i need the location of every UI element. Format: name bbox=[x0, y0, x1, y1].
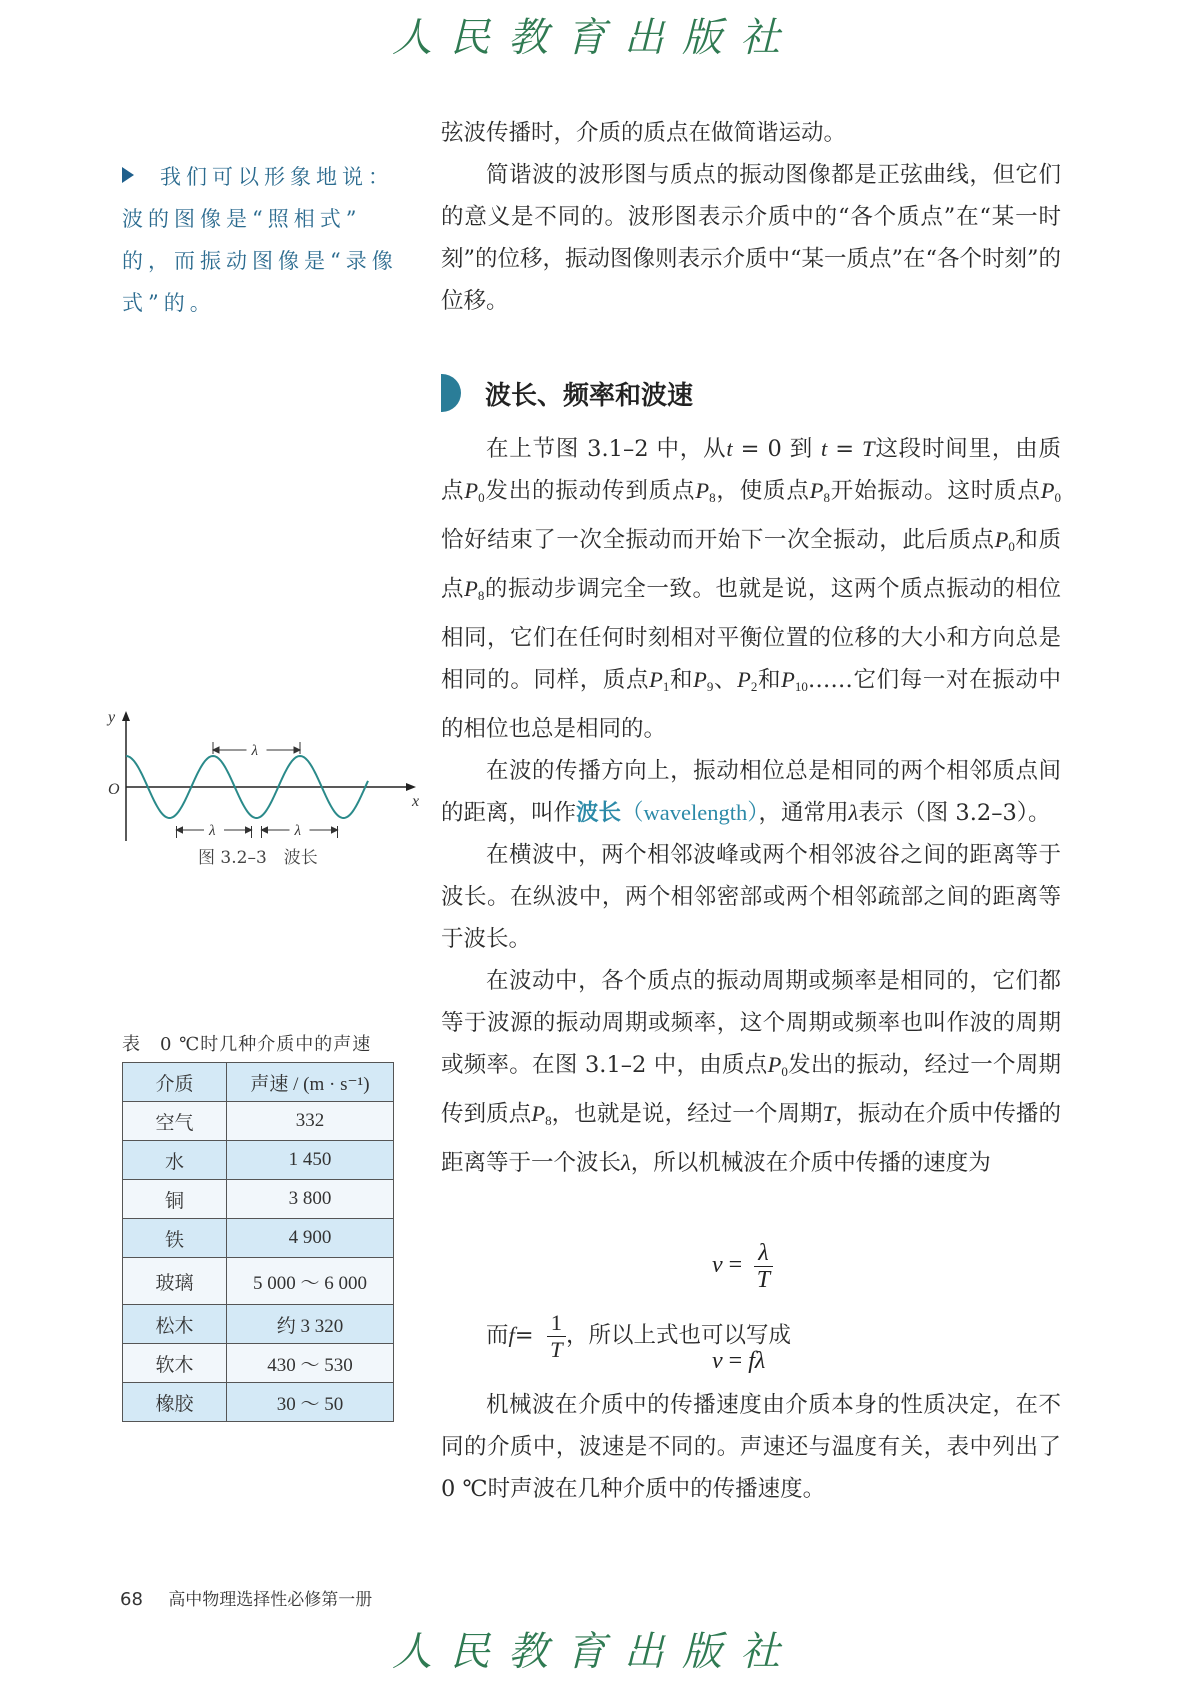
cell-speed: 3 800 bbox=[227, 1180, 394, 1219]
cell-speed: 1 450 bbox=[227, 1141, 394, 1180]
cell-medium: 铜 bbox=[123, 1180, 227, 1219]
cell-medium: 铁 bbox=[123, 1219, 227, 1258]
publisher-logo-bottom: 人民教育出版社 bbox=[392, 1629, 798, 1675]
lambda-marker bbox=[177, 823, 252, 839]
arrow-left-icon bbox=[177, 827, 183, 833]
page-footer bbox=[120, 1585, 372, 1610]
cell-speed: 5 000 ～ 6 000 bbox=[227, 1258, 394, 1305]
page-number: 68 bbox=[120, 1589, 143, 1610]
margin-note-line: 波的图像是“照相式” bbox=[122, 207, 362, 231]
section-marker-icon bbox=[441, 374, 461, 412]
margin-note-line: 我们可以形象地说： bbox=[122, 156, 402, 198]
cell-speed: 4 900 bbox=[227, 1219, 394, 1258]
cell-medium: 软木 bbox=[123, 1344, 227, 1383]
origin-label: O bbox=[108, 781, 120, 798]
cell-speed: 332 bbox=[227, 1102, 394, 1141]
table-row bbox=[123, 1180, 394, 1219]
table-row bbox=[123, 1258, 394, 1305]
intro-line: 弦波传播时，介质的质点在做简谐运动。 bbox=[441, 120, 847, 146]
body-text bbox=[441, 428, 1061, 1184]
publisher-logo-top: 人民教育出版社 bbox=[392, 15, 798, 61]
table-header-row bbox=[123, 1063, 394, 1102]
table-row bbox=[123, 1141, 394, 1180]
lambda-label: λ bbox=[209, 823, 216, 839]
lambda-marker bbox=[213, 742, 300, 759]
cell-speed: 30 ～ 50 bbox=[227, 1383, 394, 1422]
cell-speed: 430 ～ 530 bbox=[227, 1344, 394, 1383]
cell-medium: 玻璃 bbox=[123, 1258, 227, 1305]
lambda-label: λ bbox=[294, 823, 301, 839]
paragraph-3: 在横波中，两个相邻波峰或两个相邻波谷之间的距离等于波长。在纵波中，两个相邻密部或两个相邻疏部之间的距离等于波长。 bbox=[441, 842, 1061, 952]
header-medium: 介质 bbox=[123, 1063, 227, 1102]
cell-medium: 水 bbox=[123, 1141, 227, 1180]
section-heading bbox=[441, 372, 693, 414]
figure-caption: 图 3.2–3 波长 bbox=[198, 848, 318, 868]
term-wavelength-en: （wavelength） bbox=[621, 800, 759, 825]
triangle-bullet-icon bbox=[122, 167, 134, 183]
table-row bbox=[123, 1305, 394, 1344]
margin-note bbox=[122, 156, 402, 324]
closing-text bbox=[441, 1384, 1061, 1510]
arrow-right-icon bbox=[246, 827, 252, 833]
cell-medium: 空气 bbox=[123, 1102, 227, 1141]
arrow-left-icon bbox=[262, 827, 268, 833]
header-speed: 声速 / (m · s⁻¹) bbox=[227, 1063, 394, 1102]
cell-speed: 约 3 320 bbox=[227, 1305, 394, 1344]
paragraph-2: 在波的传播方向上，振动相位总是相同的两个相邻质点间的距离，叫作波长（wavelength），通常用λ表示（图 3.2–3）。 bbox=[441, 758, 1061, 826]
formula-v-lambda-over-t: v = $\frac{\lambda}{T}$ bbox=[712, 1240, 773, 1293]
section-title: 波长、频率和波速 bbox=[485, 380, 694, 411]
fraction: $\frac{\lambda}{T}$ bbox=[754, 1240, 772, 1293]
intro-text bbox=[441, 112, 1061, 322]
paragraph-6: 机械波在介质中的传播速度由介质本身的性质决定，在不同的介质中，波速是不同的。声速还与温度有关，表中列出了 0 ℃时声波在几种介质中的传播速度。 bbox=[441, 1392, 1061, 1502]
table-row bbox=[123, 1383, 394, 1422]
table-caption: 表 0 ℃时几种介质中的声速 bbox=[122, 1034, 372, 1055]
term-wavelength: 波长 bbox=[576, 800, 622, 826]
arrow-right-icon bbox=[294, 747, 300, 753]
formula-v-f-lambda: v = fλ bbox=[712, 1348, 766, 1374]
sound-speed-table bbox=[122, 1062, 394, 1422]
margin-note-line: 式”的。 bbox=[122, 291, 216, 315]
table-row bbox=[123, 1344, 394, 1383]
table-row bbox=[123, 1102, 394, 1141]
formula-line-f: 而f= $\frac{1}{T}$ ，所以上式也可以写成 bbox=[486, 1310, 792, 1362]
y-axis-arrow-icon bbox=[122, 711, 130, 721]
intro-paragraph: 简谐波的波形图与质点的振动图像都是正弦曲线，但它们的意义是不同的。波形图表示介质中的“各个质点”在“某一时刻”的位移，振动图像则表示介质中“某一质点”在“各个时刻”的位移。 bbox=[441, 162, 1062, 314]
lambda-label: λ bbox=[251, 743, 258, 759]
margin-note-line: 的，而振动图像是“录像 bbox=[122, 249, 398, 273]
arrow-left-icon bbox=[213, 747, 219, 753]
cell-medium: 橡胶 bbox=[123, 1383, 227, 1422]
lambda-markers bbox=[177, 742, 338, 839]
x-axis-arrow-icon bbox=[406, 783, 416, 791]
cell-medium: 松木 bbox=[123, 1305, 227, 1344]
table-row bbox=[123, 1219, 394, 1258]
paragraph-4: 在波动中，各个质点的振动周期或频率是相同的，它们都等于波源的振动周期或频率，这个周期或频率也叫作波的周期或频率。在图 3.1–2 中，由质点$P_0$发出的振动，经过一个周期传到质点$P_8$，也就是说，经过一个周期T，振动在介质中传播的距离等于一个波长λ，所以机械波在介质中传播的速度为 bbox=[441, 968, 1061, 1176]
paragraph-1: 在上节图 3.1–2 中，从t = 0 到 t = T这段时间里，由质点$P_0$发出的振动传到质点$P_8$，使质点$P_8$开始振动。这时质点$P_0$恰好结束了一次全振动而开始下一次全振动，此后质点$P_0$和质点$P_8$的振动步调完全一致。也就是说，这两个质点振动的相位相同，它们在任何时刻相对平衡位置的位移的大小和方向总是相同的。同样，质点$P_1$和$P_9$、$P_2$和$P_{10}\dots\dots$它们每一对在振动中的相位也总是相同的。 bbox=[441, 436, 1061, 742]
y-label: y bbox=[108, 709, 116, 726]
fraction: $\frac{1}{T}$ bbox=[547, 1310, 566, 1363]
arrow-right-icon bbox=[332, 827, 338, 833]
book-title: 高中物理选择性必修第一册 bbox=[168, 1590, 373, 1610]
x-label: x bbox=[412, 793, 420, 810]
lambda-marker bbox=[262, 823, 338, 839]
